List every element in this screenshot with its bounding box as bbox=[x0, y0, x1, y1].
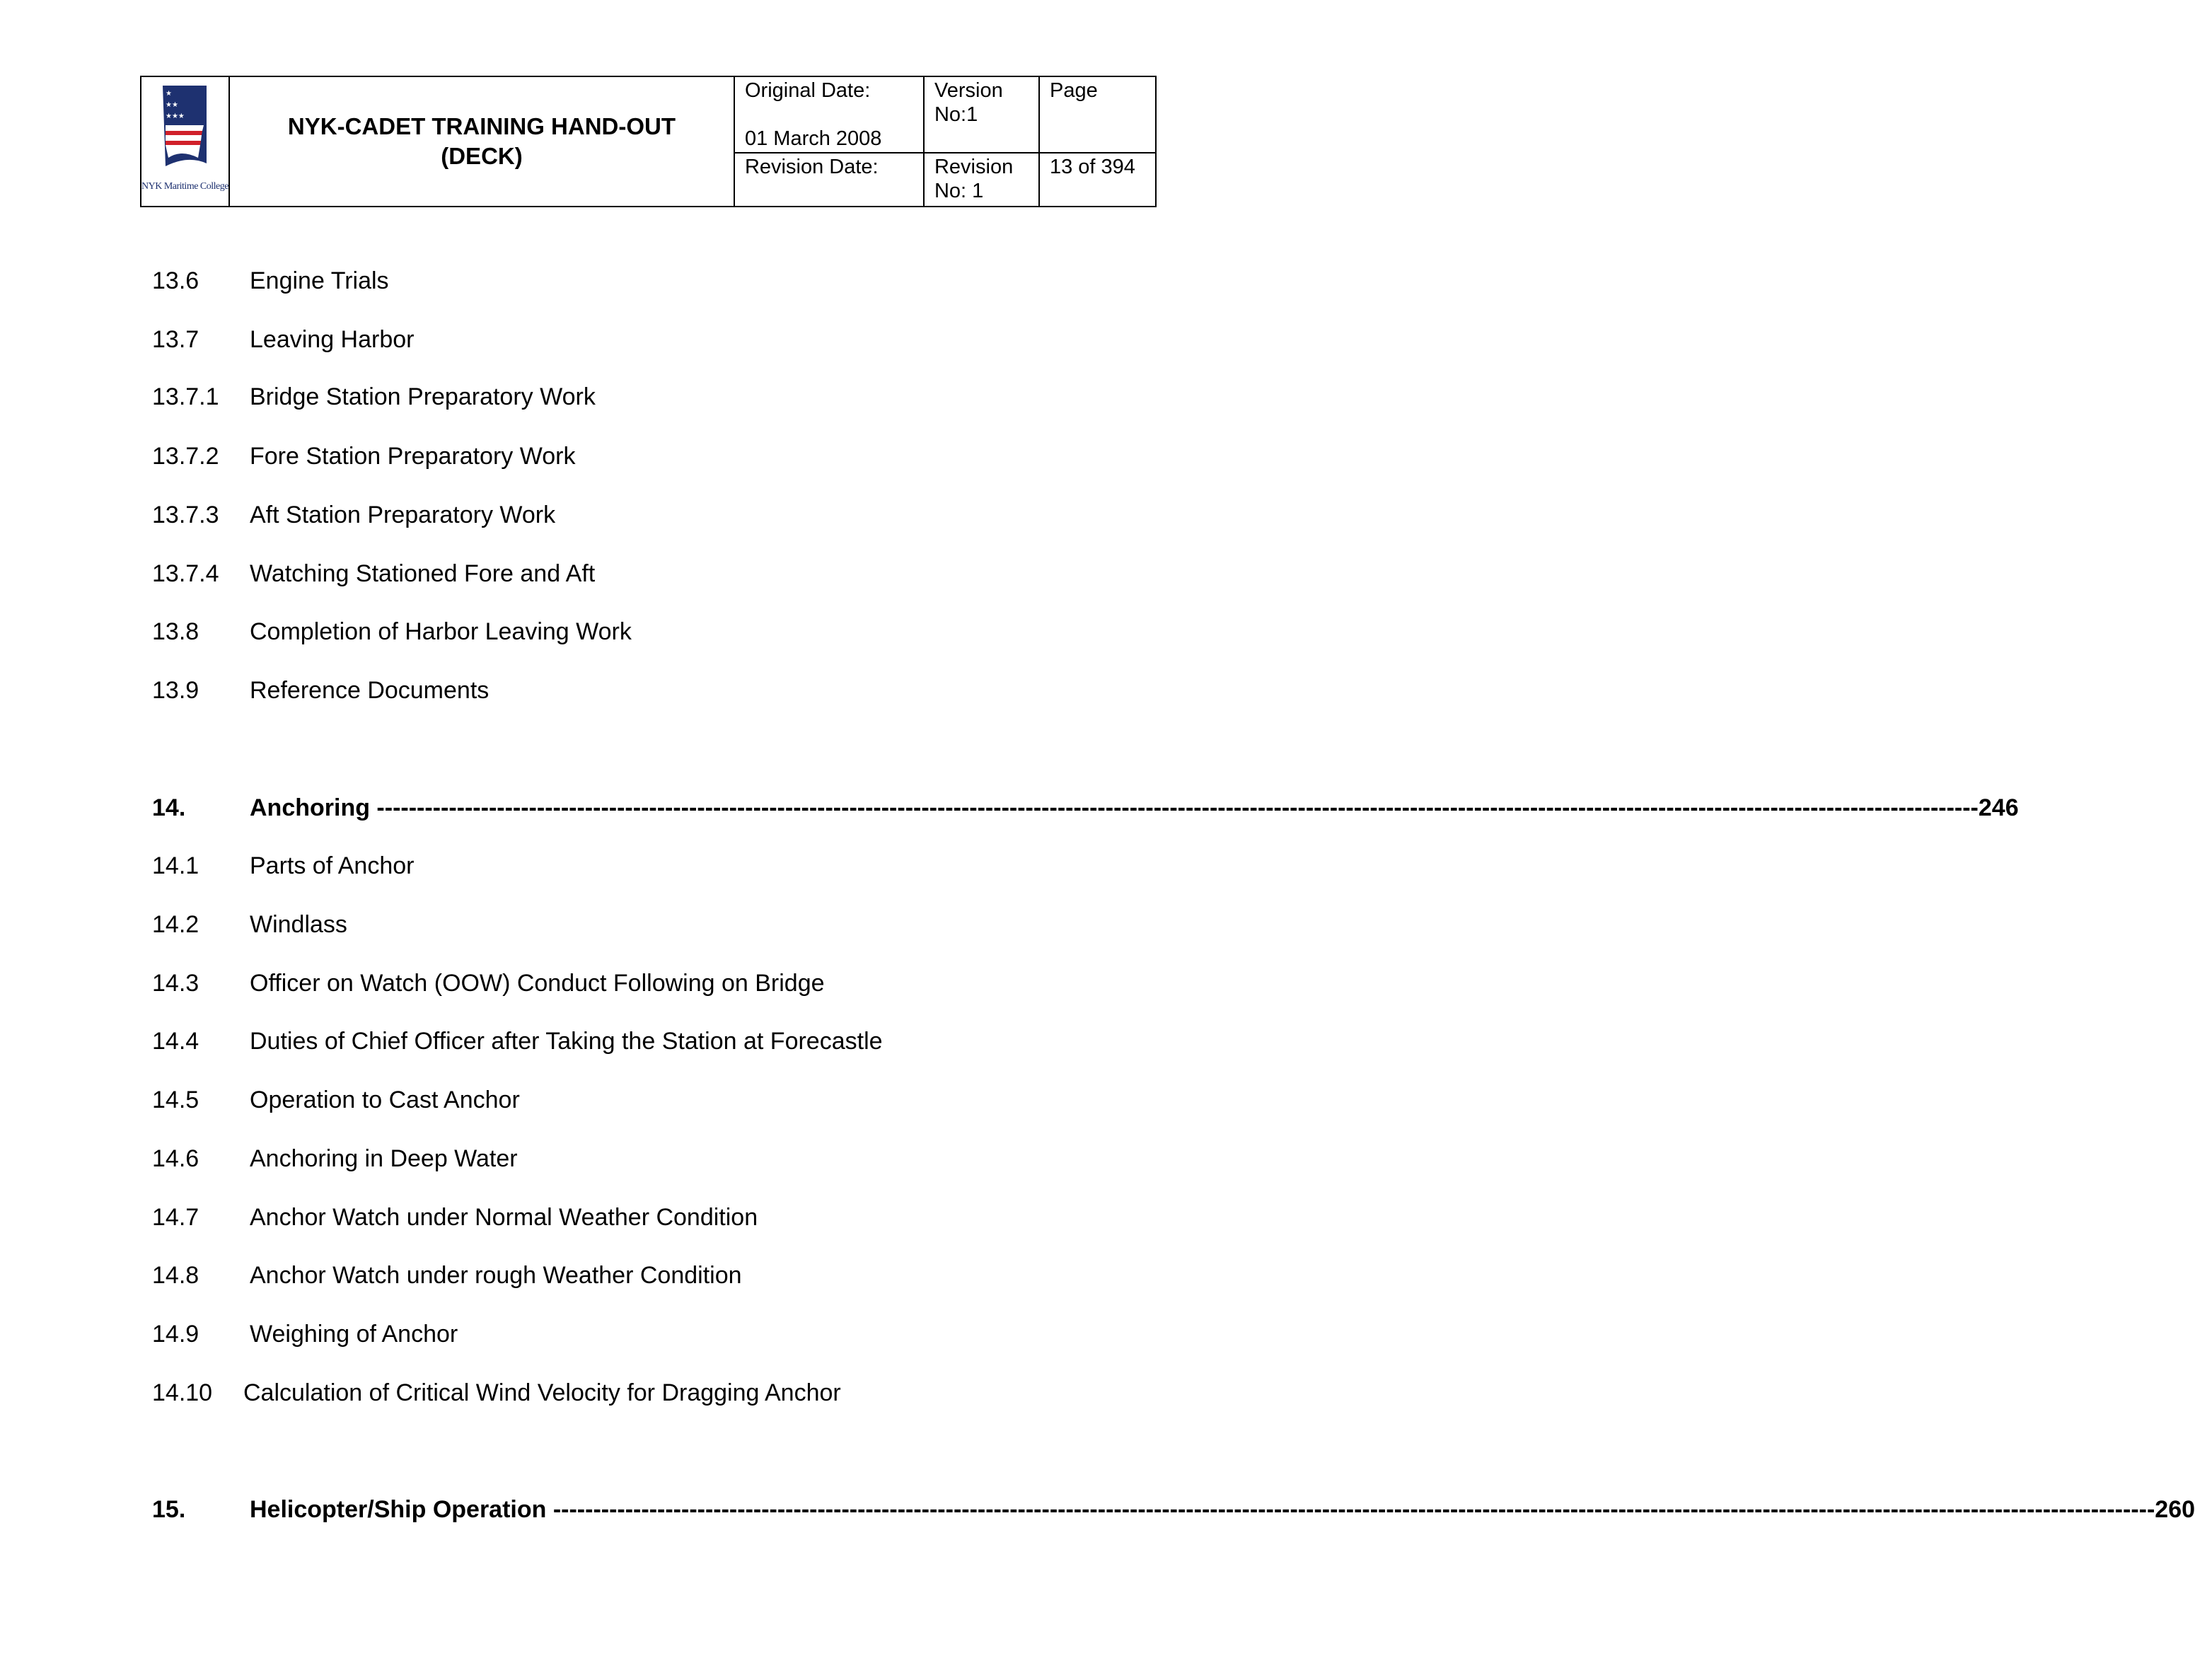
toc-number: 13.6 bbox=[152, 267, 199, 294]
version-cell bbox=[924, 76, 1039, 153]
toc-number: 14.7 bbox=[152, 1204, 199, 1231]
toc-title-wrap bbox=[250, 1145, 518, 1173]
toc-number: 14.4 bbox=[152, 1028, 199, 1055]
title-line-1: NYK-CADET TRAINING HAND-OUT bbox=[287, 113, 676, 139]
toc-number: 13.7.2 bbox=[152, 443, 219, 470]
toc-title-wrap bbox=[250, 1027, 883, 1055]
toc-title-wrap bbox=[250, 1203, 758, 1232]
toc-title: Calculation of Critical Wind Velocity for Dragging Anchor bbox=[243, 1379, 841, 1406]
toc-title: Anchor Watch under rough Weather Condition bbox=[250, 1262, 742, 1289]
revision-no: No: 1 bbox=[934, 180, 984, 202]
toc-title: Watching Stationed Fore and Aft bbox=[250, 560, 596, 587]
toc-title: Weighing of Anchor bbox=[250, 1321, 458, 1348]
original-date-label: Original Date: bbox=[744, 79, 871, 102]
toc-number: 13.7.3 bbox=[152, 502, 219, 528]
toc-title-wrap bbox=[250, 1261, 742, 1290]
toc-number: 14.6 bbox=[152, 1145, 199, 1172]
version-label: Version bbox=[934, 79, 1003, 102]
toc-title-wrap bbox=[250, 910, 347, 939]
toc-chapter-entry bbox=[152, 794, 2019, 822]
toc-title-wrap bbox=[250, 501, 555, 529]
toc-number: 14.1 bbox=[152, 852, 199, 879]
toc-number: 13.7 bbox=[152, 326, 199, 353]
toc-title: Anchoring in Deep Water bbox=[250, 1145, 518, 1172]
toc-number: 14.3 bbox=[152, 970, 199, 997]
revision-date-cell bbox=[734, 153, 924, 207]
toc-title: Engine Trials bbox=[250, 267, 389, 294]
toc-title-wrap bbox=[250, 794, 2019, 822]
toc-chapter-entry bbox=[152, 1495, 2195, 1524]
toc-number: 15. bbox=[152, 1496, 186, 1523]
toc-title: Parts of Anchor bbox=[250, 852, 415, 879]
toc-title-wrap bbox=[250, 325, 414, 354]
toc-title: Anchoring bbox=[250, 794, 370, 821]
toc-title: Anchor Watch under Normal Weather Condition bbox=[250, 1204, 758, 1231]
toc-number: 14.10 bbox=[152, 1379, 213, 1406]
page-value-cell bbox=[1039, 153, 1156, 207]
toc-leader: -------------------------------------------------------------------------------------------------------------------------------------------------------------------------------------------------------- bbox=[369, 794, 1979, 821]
page-value: 13 of 394 bbox=[1049, 156, 1135, 178]
toc-title: Duties of Chief Officer after Taking the Station at Forecastle bbox=[250, 1028, 883, 1055]
toc-number: 14.8 bbox=[152, 1262, 199, 1289]
version-no: No:1 bbox=[934, 103, 978, 126]
toc-title-wrap bbox=[250, 267, 389, 295]
logo-cell bbox=[141, 76, 229, 207]
toc-title: Officer on Watch (OOW) Conduct Following on Bridge bbox=[250, 970, 825, 997]
revision-cell bbox=[924, 153, 1039, 207]
original-date: 01 March 2008 bbox=[744, 127, 882, 150]
original-date-cell bbox=[734, 76, 924, 153]
toc-page: 260 bbox=[2155, 1496, 2195, 1523]
toc-title: Fore Station Preparatory Work bbox=[250, 443, 576, 470]
revision-label: Revision bbox=[934, 156, 1014, 178]
toc-title-wrap bbox=[250, 560, 595, 588]
toc-number: 13.7.4 bbox=[152, 560, 219, 587]
toc-page: 246 bbox=[1978, 794, 2019, 821]
toc-number: 13.7.1 bbox=[152, 383, 219, 410]
toc-title: Reference Documents bbox=[250, 677, 490, 704]
document-title bbox=[229, 76, 734, 207]
toc-number: 14.9 bbox=[152, 1321, 199, 1348]
toc-title: Windlass bbox=[250, 911, 347, 938]
toc-number: 13.8 bbox=[152, 618, 199, 645]
toc-title-wrap bbox=[250, 383, 596, 411]
toc-title: Leaving Harbor bbox=[250, 326, 415, 353]
toc-title-wrap bbox=[250, 676, 489, 705]
toc-title-wrap bbox=[243, 1379, 841, 1407]
toc-number: 13.9 bbox=[152, 677, 199, 704]
toc-title: Helicopter/Ship Operation bbox=[250, 1496, 547, 1523]
page-label-cell bbox=[1039, 76, 1156, 153]
toc-title-wrap bbox=[250, 442, 575, 470]
toc-title-wrap bbox=[250, 618, 632, 646]
toc-title: Bridge Station Preparatory Work bbox=[250, 383, 596, 410]
svg-text:★★★: ★★★ bbox=[166, 112, 185, 120]
document-header bbox=[140, 76, 1157, 207]
toc-title-wrap bbox=[250, 852, 414, 880]
toc-title-wrap bbox=[250, 969, 825, 997]
toc-title-wrap bbox=[250, 1086, 520, 1114]
toc-number: 14.5 bbox=[152, 1087, 199, 1113]
logo-text: NYK Maritime College bbox=[141, 181, 228, 192]
toc-number: 14.2 bbox=[152, 911, 199, 938]
toc-title: Completion of Harbor Leaving Work bbox=[250, 618, 632, 645]
toc-leader: -------------------------------------------------------------------------------------------------------------------------------------------------------------------------------------------------------- bbox=[546, 1496, 2155, 1523]
title-line-2: (DECK) bbox=[441, 143, 523, 169]
toc-title: Aft Station Preparatory Work bbox=[250, 502, 556, 528]
svg-text:★★: ★★ bbox=[166, 101, 179, 109]
nyk-logo-icon bbox=[160, 84, 209, 169]
svg-text:★: ★ bbox=[166, 90, 173, 98]
toc-title-wrap bbox=[250, 1495, 2195, 1524]
page-label: Page bbox=[1049, 79, 1098, 102]
toc-title: Operation to Cast Anchor bbox=[250, 1087, 520, 1113]
toc-number: 14. bbox=[152, 794, 186, 821]
toc-title-wrap bbox=[250, 1320, 458, 1348]
revision-date-label: Revision Date: bbox=[744, 156, 879, 178]
